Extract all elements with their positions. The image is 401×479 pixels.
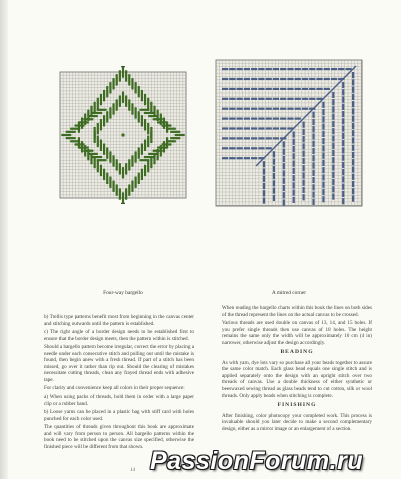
right-figure-caption: A mitred corner [271,290,307,296]
body-paragraph: b) Trellis type patterns benefit most from beginning in the canvas center and stitching outwards until the pattern is established. [44,314,194,327]
beading-paragraph: As with yarn, dye lots vary so purchase all your beads together to assure the same color match. Each glass bead equals one single stitch and is applied separately onto the design with an upright stitch over two threads of canvas. Use a double thickness of either synthetic or beeswaxed sewing thread as glass beads tend to cut cotton, silk or wool threads. Only apply beads when stitching is complete. [222,359,372,399]
finishing-heading: FINISHING [277,402,317,409]
page-binding-shadow [0,0,8,479]
finishing-paragraph: After finishing, color photocopy your completed work. This process is invaluable should you later decide to make a second complementary design, either as a mirror image or an enlargement of a section. [222,412,372,432]
body-paragraph: The quantities of threads given throughout this book are approximate and will vary from person to person. All bargello patterns within the book need to be stitched upon the canvas size specified, otherwise the finished piece will be different from that shown. [44,424,194,450]
left-text-column [44,314,194,452]
body-paragraph: For clarity and convenience keep all colors in their proper sequence: [44,385,185,392]
mitred-corner-svg [214,58,364,288]
mitred-corner-chart [214,58,364,288]
body-paragraph: c) The right angle of a border design needs to be established first to ensure that the border design meets, then the pattern within is stitched. [44,329,194,342]
body-paragraph: b) Loose yarns can be placed in a plastic bag with stiff card with holes punched for each color used. [44,409,194,422]
right-text-column [222,305,372,434]
beading-heading: BEADING [280,349,314,356]
body-paragraph: a) When using packs of threads, hold them in order with a large paper clip or a rubber band. [44,394,194,407]
site-watermark: PassionForum.ru [150,447,364,475]
page-number: 14 [130,468,135,473]
body-paragraph: When reading the bargello charts within this book the lines on both sides of the thread represent the lines on the actual canvas to be crossed. [222,305,372,318]
left-figure-caption: Four-way bargello [103,290,143,296]
four-way-bargello-chart [58,58,188,288]
body-paragraph: Should a bargello pattern become irregular, correct the error by placing a needle under each consecutive stitch and pulling out until the mistake is found, then begin anew with a fresh thread. If part of a stitch has been missed, go over it rather than rip out. Should the clearing of mistakes necessitate cutting threads, clean any frayed thread ends with adhesive tape. [44,344,194,383]
four-way-bargello-svg [58,58,188,288]
body-paragraph: Various threads are used double on canvas of 13, 14, and 15 holes. If you prefer single threads then use canvas of 18 holes. The height remains the same only the width will be approximately 10 cm (4 in) narrower, otherwise adjust the design accordingly. [222,320,372,346]
